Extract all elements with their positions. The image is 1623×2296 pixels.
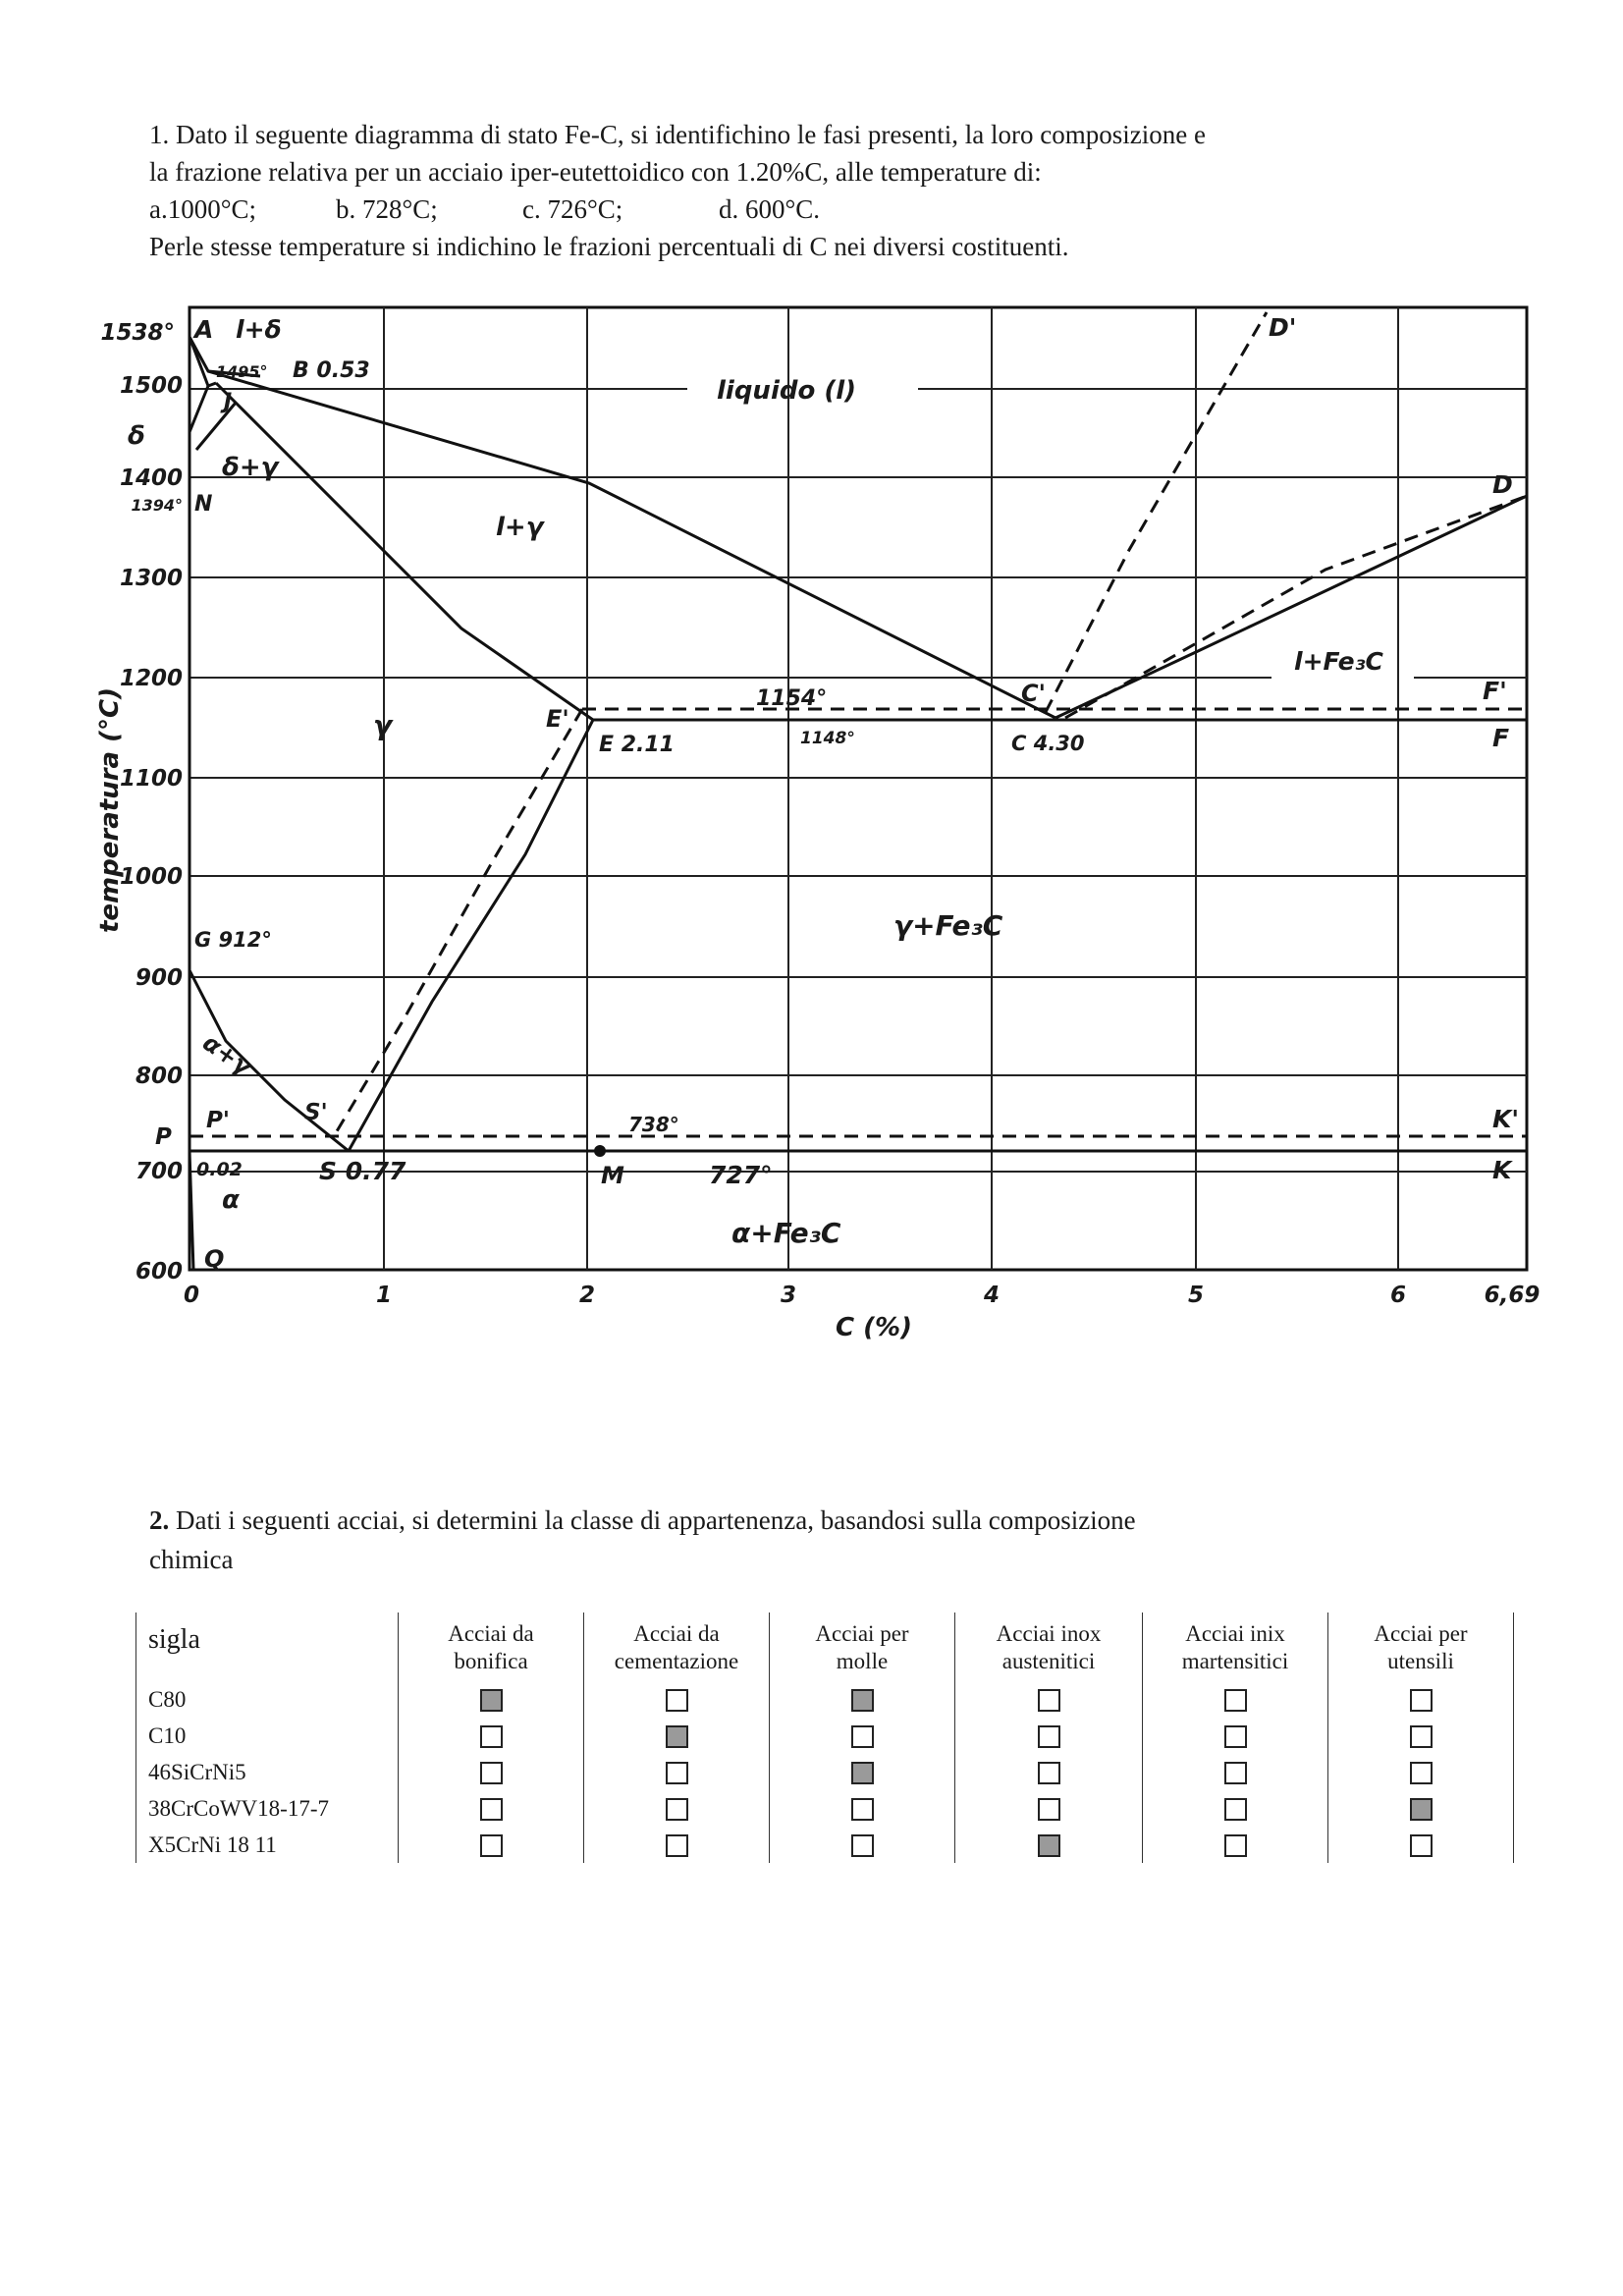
question-2-text: Dati i seguenti acciai, si determini la classe di appartenenza, basandosi sulla composizione — [176, 1505, 1136, 1535]
label-c: C 4.30 — [1011, 732, 1085, 755]
horizontal-gridlines — [189, 389, 1527, 1172]
checkbox[interactable] — [1038, 1834, 1060, 1857]
checkbox[interactable] — [1224, 1834, 1247, 1857]
checkbox[interactable] — [1038, 1725, 1060, 1748]
y-axis-label: temperatura (°C) — [95, 687, 125, 933]
y-tick-1100: 1100 — [119, 766, 183, 792]
label-gamma: γ — [373, 709, 393, 741]
label-k-prime: K' — [1492, 1105, 1520, 1133]
label-e-prime: E' — [546, 705, 569, 733]
x-tick-669: 6,69 — [1484, 1283, 1541, 1308]
checkbox[interactable] — [851, 1725, 874, 1748]
x-tick-3: 3 — [780, 1283, 797, 1308]
header-line: austenitici — [1001, 1649, 1096, 1673]
x-tick-0: 0 — [183, 1283, 200, 1308]
label-alpha: α — [222, 1185, 240, 1215]
label-d: D — [1492, 470, 1513, 499]
diagram-labels — [128, 313, 1519, 1273]
checkbox[interactable] — [1410, 1798, 1433, 1821]
label-727: 727° — [709, 1161, 773, 1189]
header-sigla: sigla — [136, 1613, 399, 1681]
solidus-gamma — [216, 383, 593, 720]
x-tick-1: 1 — [375, 1283, 393, 1308]
question-1-line-4: Perle stesse temperature si indichino le frazioni percentuali di C nei diversi costituenti. — [149, 232, 1069, 261]
checkbox[interactable] — [480, 1762, 503, 1784]
y-tick-1200: 1200 — [119, 666, 183, 691]
checkbox[interactable] — [851, 1798, 874, 1821]
checkbox[interactable] — [851, 1834, 874, 1857]
checkbox[interactable] — [480, 1689, 503, 1712]
header-line: Acciai da — [633, 1621, 720, 1646]
header-inox-austenitici — [955, 1613, 1143, 1681]
diagram-frame — [189, 307, 1527, 1270]
header-line: utensili — [1387, 1649, 1454, 1673]
question-2-number: 2. — [149, 1505, 170, 1535]
x-axis-ticks — [184, 1283, 1540, 1308]
label-alpha-gamma: α+γ — [197, 1028, 256, 1081]
label-l-fe3c: l+Fe₃C — [1294, 647, 1383, 676]
label-s-prime: S' — [304, 1100, 328, 1125]
question-2 — [149, 1501, 1426, 1579]
label-b: B 0.53 — [293, 358, 370, 383]
table-body — [136, 1681, 1514, 1863]
checkbox[interactable] — [851, 1689, 874, 1712]
label-l-delta: l+δ — [236, 315, 282, 344]
label-1154: 1154° — [756, 686, 828, 711]
label-p-prime: P' — [206, 1108, 230, 1133]
checkbox[interactable] — [666, 1798, 688, 1821]
row-sigla: C80 — [136, 1681, 399, 1718]
point-m — [594, 1145, 606, 1157]
header-line: molle — [836, 1649, 889, 1673]
checkbox[interactable] — [1410, 1762, 1433, 1784]
row-sigla: X5CrNi 18 11 — [136, 1827, 399, 1863]
header-line: Acciai da — [448, 1621, 534, 1646]
label-738: 738° — [628, 1113, 679, 1136]
label-n: N — [194, 492, 213, 517]
temp-c: c. 726°C; — [522, 194, 623, 224]
table-row — [136, 1681, 1514, 1718]
label-liquido: liquido (l) — [717, 376, 857, 406]
label-m: M — [601, 1162, 624, 1189]
label-f: F — [1492, 724, 1510, 752]
steel-classification-table — [135, 1613, 1514, 1863]
label-k: K — [1492, 1156, 1512, 1184]
label-f-prime: F' — [1483, 677, 1507, 705]
x-tick-6: 6 — [1389, 1283, 1407, 1308]
acm-line — [349, 720, 593, 1151]
label-p: P — [155, 1124, 172, 1150]
checkbox[interactable] — [1224, 1689, 1247, 1712]
header-utensili — [1328, 1613, 1514, 1681]
header-molle — [770, 1613, 955, 1681]
label-j: J — [224, 390, 233, 414]
header-line: bonifica — [454, 1649, 528, 1673]
y-tick-800: 800 — [135, 1064, 183, 1089]
temp-a: a.1000°C; — [149, 194, 257, 224]
temp-d: d. 600°C. — [719, 194, 821, 224]
checkbox[interactable] — [1410, 1725, 1433, 1748]
question-1-line-2: la frazione relativa per un acciaio iper-eutettoidico con 1.20%C, alle temperature di: — [149, 157, 1042, 187]
label-l-gamma: l+γ — [496, 513, 544, 542]
y-tick-1300: 1300 — [119, 566, 183, 591]
liquidus-gamma — [208, 371, 1055, 718]
delta-gamma-boundary — [189, 383, 216, 432]
checkbox[interactable] — [1224, 1725, 1247, 1748]
question-2-line-1 — [149, 1501, 1426, 1540]
y-tick-1500: 1500 — [119, 373, 183, 399]
checkbox[interactable] — [666, 1834, 688, 1857]
table-row — [136, 1718, 1514, 1754]
row-sigla: 38CrCoWV18-17-7 — [136, 1790, 399, 1827]
row-sigla: C10 — [136, 1718, 399, 1754]
y-tick-1394: 1394° — [131, 496, 183, 515]
header-line: Acciai inox — [996, 1621, 1102, 1646]
question-1-line-1: 1. Dato il seguente diagramma di stato Fe-C, si identifichino le fasi presenti, la loro composizione e — [149, 120, 1206, 149]
label-1495: 1495° — [216, 362, 268, 381]
label-a: A — [194, 315, 214, 344]
label-002: 0.02 — [196, 1159, 243, 1180]
checkbox[interactable] — [480, 1834, 503, 1857]
checkbox[interactable] — [666, 1725, 688, 1748]
checkbox[interactable] — [666, 1689, 688, 1712]
header-inix-martensitici — [1143, 1613, 1328, 1681]
header-line: Acciai per — [815, 1621, 909, 1646]
label-c-prime: C' — [1021, 680, 1046, 707]
checkbox[interactable] — [1224, 1798, 1247, 1821]
checkbox[interactable] — [1410, 1689, 1433, 1712]
header-line: martensitici — [1181, 1649, 1289, 1673]
x-axis-label: C (%) — [836, 1313, 912, 1342]
label-d-prime: D' — [1269, 313, 1297, 342]
header-bonifica — [399, 1613, 584, 1681]
table-row — [136, 1827, 1514, 1863]
checkbox[interactable] — [1038, 1798, 1060, 1821]
header-line: cementazione — [614, 1649, 739, 1673]
table-header-row — [136, 1613, 1514, 1681]
y-tick-1000: 1000 — [119, 864, 183, 890]
label-g: G 912° — [194, 928, 272, 952]
label-gamma-fe3c: γ+Fe₃C — [893, 909, 1003, 942]
question-2-line-2: chimica — [149, 1545, 234, 1574]
y-tick-700: 700 — [135, 1159, 183, 1184]
label-delta-gamma: δ+γ — [222, 453, 279, 482]
row-sigla: 46SiCrNi5 — [136, 1754, 399, 1790]
solidus-delta — [189, 337, 208, 386]
y-tick-1538: 1538° — [100, 320, 175, 346]
y-tick-600: 600 — [135, 1259, 183, 1285]
label-s: S 0.77 — [319, 1157, 406, 1185]
table-row — [136, 1790, 1514, 1827]
checkbox[interactable] — [851, 1762, 874, 1784]
y-tick-1400: 1400 — [119, 465, 183, 491]
checkbox[interactable] — [1038, 1689, 1060, 1712]
checkbox[interactable] — [1410, 1834, 1433, 1857]
phase-lines-solid — [189, 307, 1527, 1270]
table-row — [136, 1754, 1514, 1790]
x-tick-5: 5 — [1187, 1283, 1205, 1308]
y-tick-900: 900 — [135, 965, 183, 991]
header-cementazione — [584, 1613, 770, 1681]
checkbox[interactable] — [480, 1798, 503, 1821]
checkbox[interactable] — [1224, 1762, 1247, 1784]
label-q: Q — [204, 1245, 225, 1273]
temp-b: b. 728°C; — [336, 194, 438, 224]
x-tick-4: 4 — [983, 1283, 1001, 1308]
label-1148: 1148° — [800, 729, 855, 748]
checkbox[interactable] — [666, 1762, 688, 1784]
header-line: Acciai per — [1374, 1621, 1468, 1646]
label-e: E 2.11 — [599, 733, 675, 757]
checkbox[interactable] — [1038, 1762, 1060, 1784]
label-alpha-fe3c: α+Fe₃C — [731, 1217, 841, 1249]
checkbox[interactable] — [480, 1725, 503, 1748]
label-delta: δ — [128, 421, 145, 451]
header-line: Acciai inix — [1185, 1621, 1285, 1646]
x-tick-2: 2 — [578, 1283, 596, 1308]
